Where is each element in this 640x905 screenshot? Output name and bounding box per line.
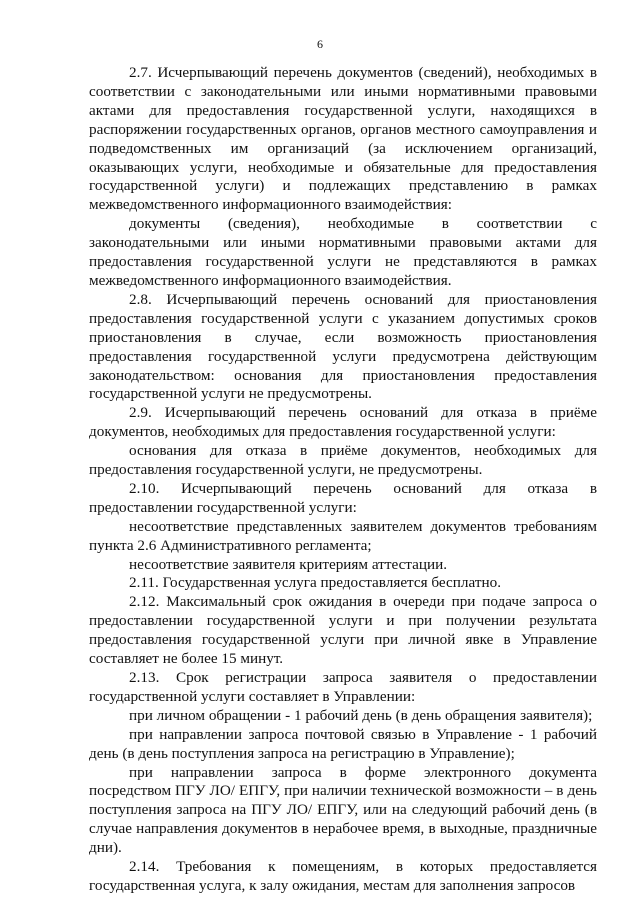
paragraph-2-13-personal: при личном обращении - 1 рабочий день (в день обращения заявителя); xyxy=(129,706,593,724)
paragraph-2-7-documents: документы (сведения), необходимые в соответствии с законодательными или иными нормативными правовыми актами для предоставления государственной услуги не представляются в рамках межведомственного информационного взаимодействия. xyxy=(89,215,597,289)
paragraph-2-13: 2.13. Срок регистрации запроса заявителя о предоставлении государственной услуги составляет в Управлении: xyxy=(89,669,597,705)
paragraph-2-7: 2.7. Исчерпывающий перечень документов (сведений), необходимых в соответствии с законодательными или иными нормативными правовыми актами для предоставления государственной услуги, находящихся в распоряжении государственных органов, органов местного самоуправления и подведомственных им организаций (за исключением организаций, оказывающих услуги, необходимые и обязательные для предоставления государственной услуги) и подлежащих представлению в рамках межведомственного информационного взаимодействия: xyxy=(89,64,597,214)
paragraph-2-12: 2.12. Максимальный срок ожидания в очереди при подаче запроса о предоставлении государственной услуги и при получении результата предоставления государственной услуги при личной явке в Управление составляет не более 15 минут. xyxy=(89,593,597,668)
paragraph-2-10-item-2: несоответствие заявителя критериям аттестации. xyxy=(129,555,448,573)
paragraph-2-9-grounds: основания для отказа в приёме документов, необходимых для предоставления государственной услуги, не предусмотрены. xyxy=(89,442,597,479)
paragraph-2-10: 2.10. Исчерпывающий перечень оснований для отказа в предоставлении государственной услуги: xyxy=(89,479,597,516)
paragraph-2-13-postal: при направлении запроса почтовой связью в Управление - 1 рабочий день (в день поступления запроса на регистрацию в Управление); xyxy=(89,725,597,762)
paragraph-2-13-electronic: при направлении запроса в форме электронного документа посредством ПГУ ЛО/ ЕПГУ, при наличии технической возможности – в день поступления запроса на ПГУ ЛО/ ЕПГУ, или на следующий рабочий день (в случае направления документов в нерабочее время, в выходные, праздничные дни). xyxy=(89,763,597,857)
paragraph-2-10-item-1: несоответствие представленных заявителем документов требованиям пункта 2.6 Административного регламента; xyxy=(89,517,597,554)
paragraph-2-8: 2.8. Исчерпывающий перечень оснований для приостановления предоставления государственной услуги с указанием допустимых сроков приостановления в случае, если возможность приостановления предоставления государственной услуги предусмотрена действующим законодательством: основания для приостановления предоставления государственной услуги не предусмотрены. xyxy=(89,290,597,403)
paragraph-2-9: 2.9. Исчерпывающий перечень оснований для отказа в приёме документов, необходимых для предоставления государственной услуги: xyxy=(89,404,597,441)
document-body xyxy=(89,64,597,896)
paragraph-2-11: 2.11. Государственная услуга предоставляется бесплатно. xyxy=(129,574,502,592)
page-number: 6 xyxy=(317,37,323,51)
paragraph-2-14: 2.14. Требования к помещениям, в которых предоставляется государственная услуга, к залу ожидания, местам для заполнения запросов xyxy=(89,858,597,894)
